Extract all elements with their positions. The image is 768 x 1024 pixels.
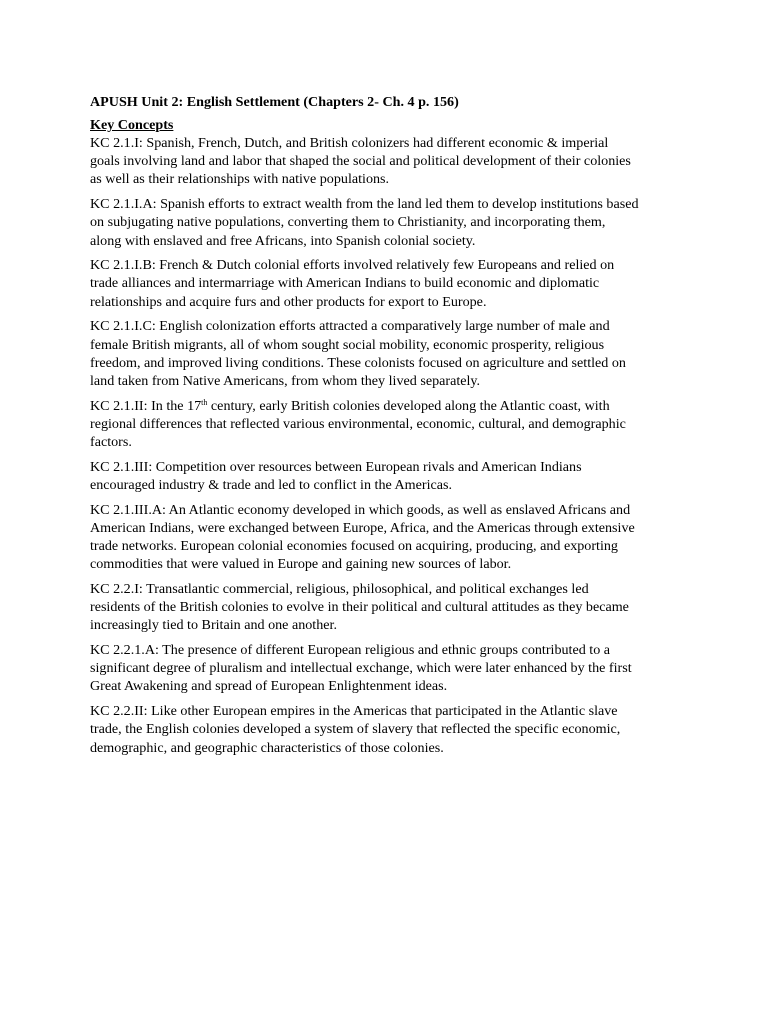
key-concept-paragraph (90, 195, 690, 250)
text-line: KC 2.2.I: Transatlantic commercial, religious, philosophical, and political exchanges led (90, 580, 589, 597)
text-line: KC 2.1.I.A: Spanish efforts to extract wealth from the land led them to develop institutions based (90, 196, 639, 213)
text-line: freedom, and improved living conditions. These colonists focused on agriculture and settled on (90, 354, 626, 371)
key-concept-paragraph (90, 501, 690, 574)
key-concept-paragraph (90, 256, 690, 311)
text-line: Great Awakening and spread of European Enlightenment ideas. (90, 678, 448, 695)
text-line: trade networks. European colonial economies focused on acquiring, producing, and exporting (90, 538, 618, 555)
text-line: demographic, and geographic characteristics of those colonies. (90, 739, 444, 756)
document-page (90, 93, 690, 763)
text-line: land taken from Native Americans, from whom they lived separately. (90, 372, 481, 389)
text-line: significant degree of pluralism and intellectual exchange, which were later enhanced by the first (90, 660, 632, 677)
text-line: trade alliances and intermarriage with American Indians to build economic and diplomatic (90, 275, 600, 292)
text-line: regional differences that reflected various environmental, economic, cultural, and demographic (90, 415, 626, 432)
text-line: KC 2.2.1.A: The presence of different European religious and ethnic groups contributed to a (90, 642, 611, 659)
text-line: as well as their relationships with native populations. (90, 171, 390, 188)
text-segment: KC 2.1.II: In the 17 (90, 397, 202, 414)
text-segment: century, early British colonies developed along the Atlantic coast, with (207, 397, 610, 414)
key-concept-paragraph (90, 580, 690, 635)
text-line: along with enslaved and free Africans, into Spanish colonial society. (90, 232, 476, 249)
text-line: KC 2.2.II: Like other European empires in the Americas that participated in the Atlantic slave (90, 703, 618, 720)
key-concept-paragraph (90, 397, 690, 452)
key-concept-paragraph (90, 641, 690, 696)
key-concept-paragraph (90, 702, 690, 757)
text-line (90, 397, 690, 415)
text-line: commodities that were valued in Europe and gaining new sources of labor. (90, 556, 512, 573)
text-line: KC 2.1.I.C: English colonization efforts attracted a comparatively large number of male and (90, 318, 610, 335)
text-line: relationships and acquire furs and other products for export to Europe. (90, 293, 487, 310)
text-line: KC 2.1.III.A: An Atlantic economy developed in which goods, as well as enslaved Africans and (90, 501, 631, 518)
text-line: residents of the British colonies to evolve in their political and cultural attitudes as they became (90, 599, 629, 616)
document-title: APUSH Unit 2: English Settlement (Chapters 2- Ch. 4 p. 156) (90, 94, 459, 110)
text-line: on subjugating native populations, converting them to Christianity, and incorporating them, (90, 214, 606, 231)
text-line: KC 2.1.I: Spanish, French, Dutch, and British colonizers had different economic & imperial (90, 135, 609, 151)
text-line: trade, the English colonies developed a system of slavery that reflected the specific economic, (90, 721, 621, 738)
superscript-ordinal: th (201, 397, 208, 407)
text-line: factors. (90, 434, 132, 451)
text-line: encouraged industry & trade and led to conflict in the Americas. (90, 476, 453, 493)
text-line: KC 2.1.I.B: French & Dutch colonial efforts involved relatively few Europeans and relied on (90, 257, 615, 274)
text-line: increasingly tied to Britain and one another. (90, 617, 337, 634)
key-concept-paragraph (90, 458, 690, 494)
text-line: American Indians, were exchanged between Europe, Africa, and the Americas through extensive (90, 519, 635, 536)
key-concept-paragraph (90, 317, 690, 390)
text-line: female British migrants, all of whom sought social mobility, economic prosperity, religious (90, 336, 605, 353)
key-concepts-heading: Key Concepts (90, 117, 174, 133)
text-line: KC 2.1.III: Competition over resources between European rivals and American Indians (90, 458, 582, 475)
key-concept-paragraph (90, 134, 690, 189)
text-line: goals involving land and labor that shaped the social and political development of their colonies (90, 153, 631, 170)
